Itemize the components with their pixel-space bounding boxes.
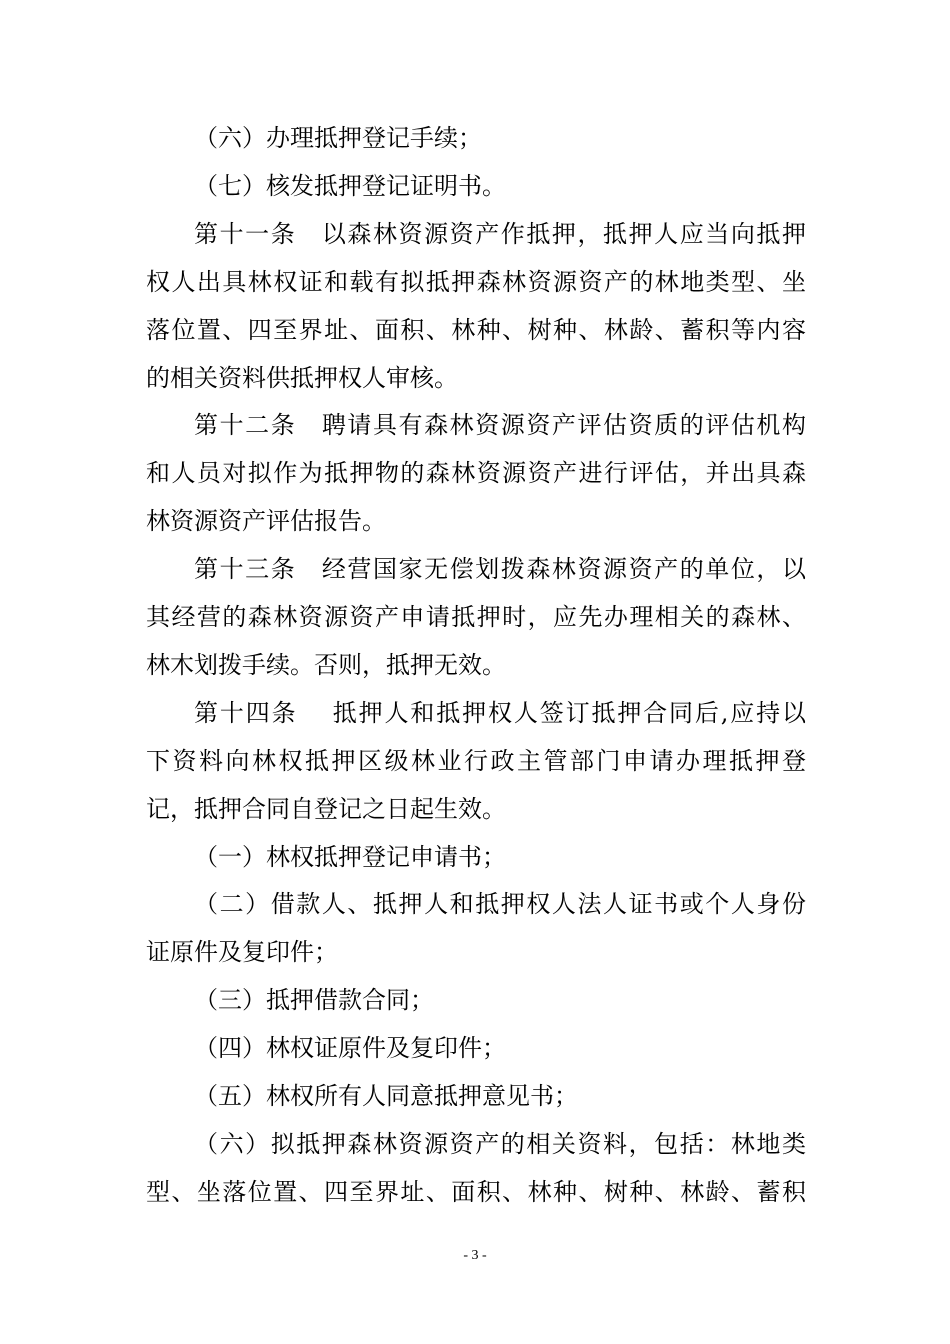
text-line: 和人员对拟作为抵押物的森林资源资产进行评估，并出具森	[146, 459, 806, 487]
text-line: 第十四条 抵押人和抵押权人签订抵押合同后,应持以	[194, 699, 806, 727]
text-line: 的相关资料供抵押权人审核。	[146, 364, 458, 392]
text-line: 落位置、四至界址、面积、林种、树种、林龄、蓄积等内容	[146, 316, 806, 344]
text-line: 林木划拨手续。否则，抵押无效。	[146, 651, 506, 679]
text-line: （五）林权所有人同意抵押意见书；	[194, 1082, 578, 1110]
text-line: 型、坐落位置、四至界址、面积、林种、树种、林龄、蓄积	[146, 1178, 806, 1206]
text-line: 下资料向林权抵押区级林业行政主管部门申请办理抵押登	[146, 747, 806, 775]
page-number: - 3 -	[463, 1248, 487, 1263]
text-line: 证原件及复印件；	[146, 938, 338, 966]
text-line: 权人出具林权证和载有拟抵押森林资源资产的林地类型、坐	[146, 268, 806, 296]
text-line: 其经营的森林资源资产申请抵押时，应先办理相关的森林、	[146, 603, 806, 631]
text-line: （三）抵押借款合同；	[194, 986, 434, 1014]
text-line: 第十三条 经营国家无偿划拨森林资源资产的单位，以	[194, 555, 806, 583]
text-line: （六）办理抵押登记手续；	[194, 124, 482, 152]
text-line: 记，抵押合同自登记之日起生效。	[146, 795, 506, 823]
text-line: （二）借款人、抵押人和抵押权人法人证书或个人身份	[194, 890, 806, 918]
text-line: 第十二条 聘请具有森林资源资产评估资质的评估机构	[194, 411, 806, 439]
text-line: （七）核发抵押登记证明书。	[194, 172, 506, 200]
text-line: 林资源资产评估报告。	[146, 507, 386, 535]
text-line: （四）林权证原件及复印件；	[194, 1034, 506, 1062]
text-line: 第十一条 以森林资源资产作抵押，抵押人应当向抵押	[194, 220, 806, 248]
text-line: （六）拟抵押森林资源资产的相关资料，包括：林地类	[194, 1130, 806, 1158]
text-line: （一）林权抵押登记申请书；	[194, 843, 506, 871]
